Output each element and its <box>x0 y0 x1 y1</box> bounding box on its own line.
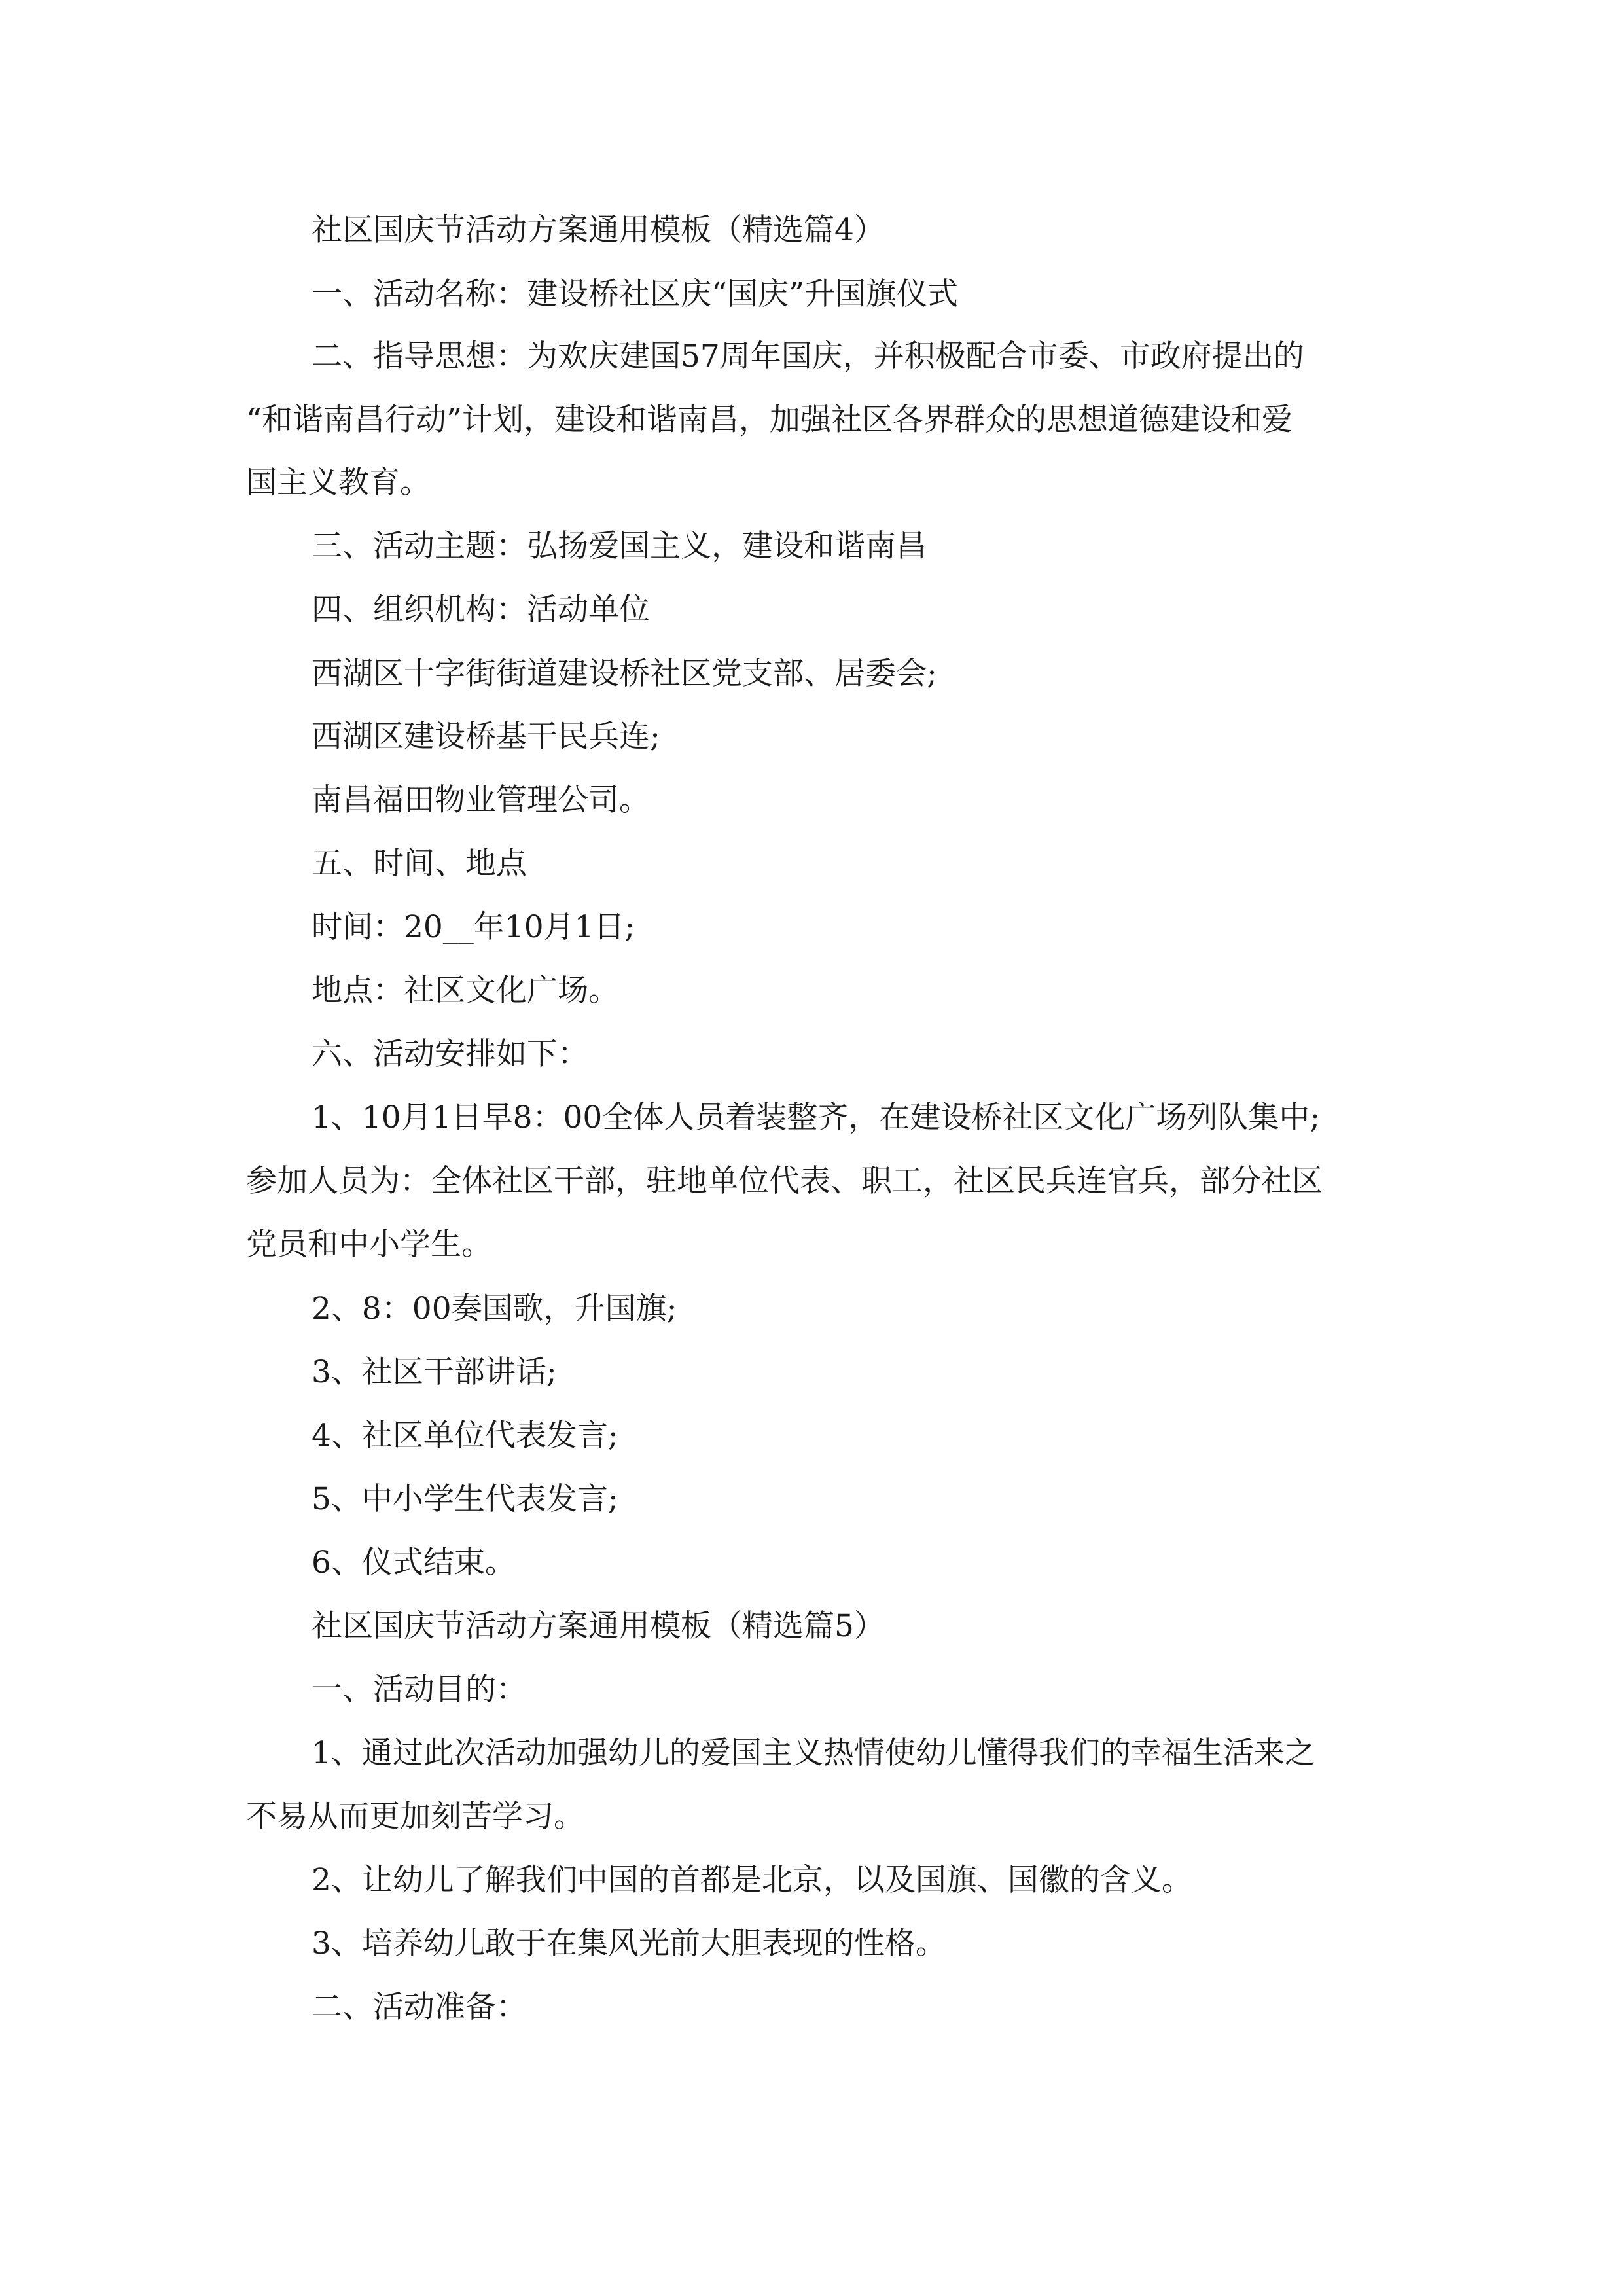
place-line: 地点：社区文化广场。 <box>312 973 619 1009</box>
guiding-thought-line-1: 二、指导思想：为欢庆建国57周年国庆，并积极配合市委、市政府提出的 <box>312 338 1304 374</box>
time-line: 时间：20__年10月1日; <box>312 909 635 945</box>
arrangement-item: 2、8：00奏国歌，升国旗; <box>312 1291 677 1327</box>
activity-name: 一、活动名称：建设桥社区庆“国庆”升国旗仪式 <box>312 276 959 312</box>
unit-item: 南昌福田物业管理公司。 <box>312 782 650 818</box>
arrangement-item-1-line-1: 1、10月1日早8：00全体人员着装整齐，在建设桥社区文化广场列队集中; <box>312 1100 1321 1136</box>
purpose-item-3: 3、培养幼儿敢于在集风光前大胆表现的性格。 <box>312 1926 946 1962</box>
arrangement-heading: 六、活动安排如下： <box>312 1036 588 1072</box>
preparation-heading: 二、活动准备： <box>312 1989 527 2025</box>
arrangement-item: 5、中小学生代表发言; <box>312 1481 618 1517</box>
arrangement-item: 3、社区干部讲话; <box>312 1354 557 1390</box>
guiding-thought-line-2: “和谐南昌行动”计划，建设和谐南昌，加强社区各界群众的思想道德建设和爱 <box>246 402 1293 438</box>
unit-item: 西湖区十字街街道建设桥社区党支部、居委会; <box>312 656 937 692</box>
purpose-item-1-line-2: 不易从而更加刻苦学习。 <box>246 1799 584 1835</box>
arrangement-item: 4、社区单位代表发言; <box>312 1418 618 1454</box>
unit-item: 西湖区建设桥基干民兵连; <box>312 719 660 755</box>
arrangement-item-1-line-3: 党员和中小学生。 <box>246 1227 492 1263</box>
section5-title: 社区国庆节活动方案通用模板（精选篇5） <box>312 1608 885 1644</box>
guiding-thought-line-3: 国主义教育。 <box>246 465 431 501</box>
time-place-heading: 五、时间、地点 <box>312 846 527 882</box>
arrangement-item: 6、仪式结束。 <box>312 1545 516 1581</box>
section4-title: 社区国庆节活动方案通用模板（精选篇4） <box>312 212 885 248</box>
purpose-item-1-line-1: 1、通过此次活动加强幼儿的爱国主义热情使幼儿懂得我们的幸福生活来之 <box>312 1735 1315 1771</box>
purpose-item-2: 2、让幼儿了解我们中国的首都是北京，以及国旗、国徽的含义。 <box>312 1862 1192 1898</box>
organization-heading: 四、组织机构：活动单位 <box>312 592 650 628</box>
arrangement-item-1-line-2: 参加人员为：全体社区干部，驻地单位代表、职工，社区民兵连官兵，部分社区 <box>246 1163 1323 1199</box>
activity-theme: 三、活动主题：弘扬爱国主义，建设和谐南昌 <box>312 528 927 564</box>
purpose-heading: 一、活动目的： <box>312 1672 527 1708</box>
